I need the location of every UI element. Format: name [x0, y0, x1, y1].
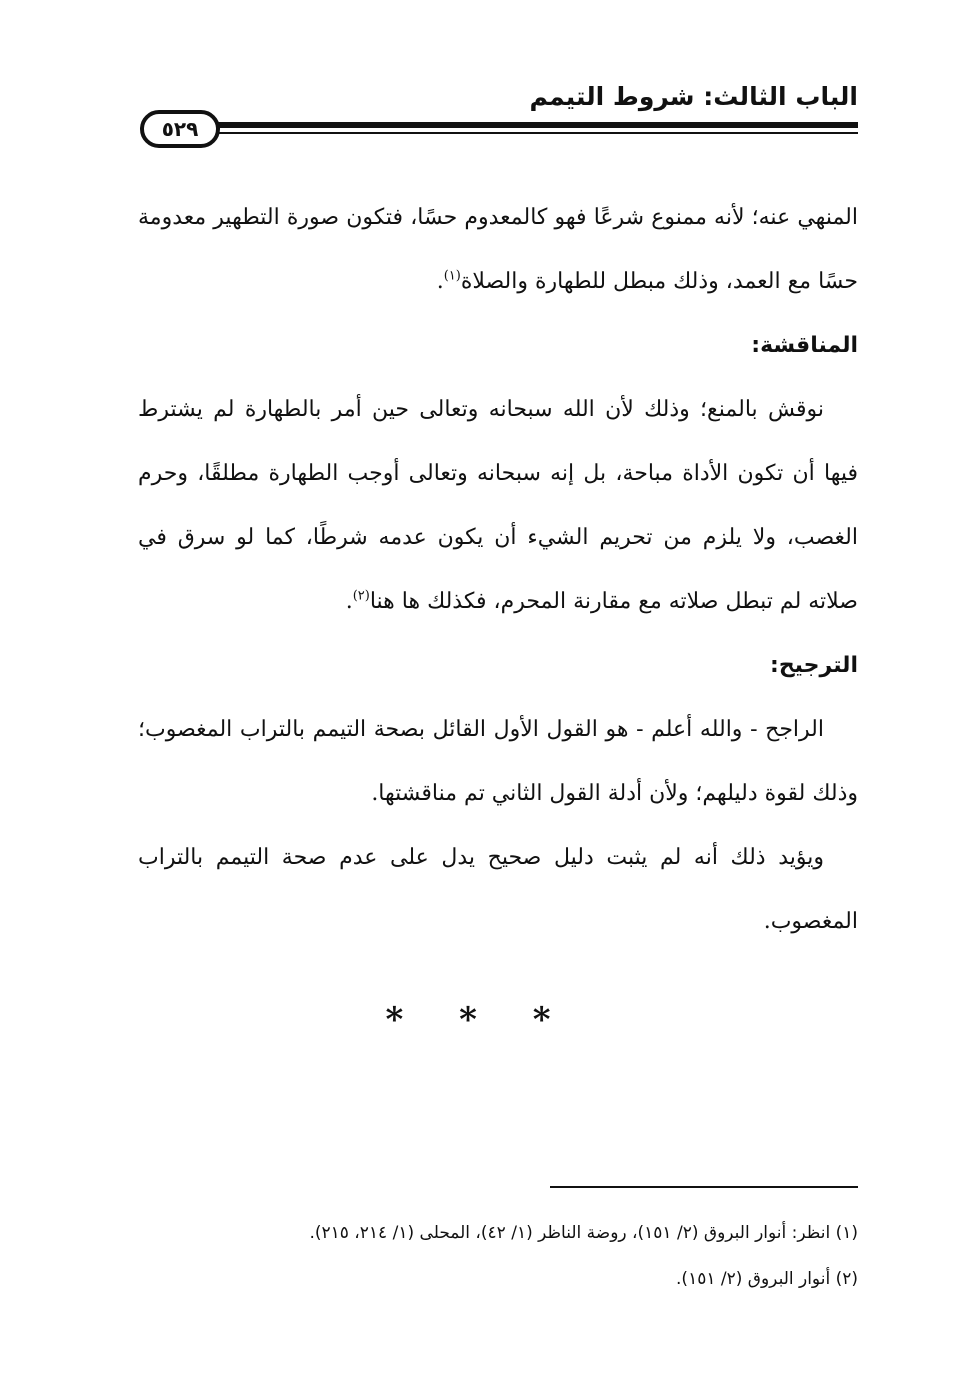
- paragraph-3: الراجح - والله أعلم - هو القول الأول القائل بصحة التيمم بالتراب المغصوب؛ وذلك لقوة دليلهم؛ ولأن أدلة القول الثاني تم مناقشتها.: [138, 717, 858, 806]
- running-header-title: الباب الثالث: شروط التيمم: [529, 82, 858, 111]
- section-separator: * * *: [385, 1000, 573, 1040]
- footnote-1: (١) انظر: أنوار البروق (٢/ ١٥١)، روضة الناظر (١/ ٤٢)، المحلى (١/ ٢١٤، ٢١٥).: [309, 1223, 858, 1243]
- paragraph-2-end: .: [345, 589, 353, 614]
- paragraph-1-end: .: [436, 269, 444, 294]
- paragraph-1-text: المنهي عنه؛ لأنه ممنوع شرعًا فهو كالمعدوم حسًا، فتكون صورة التطهير معدومة حسًا مع العمد، وذلك مبطل للطهارة والصلاة: [138, 205, 858, 294]
- footnote-2: (٢) أنوار البروق (٢/ ١٥١).: [676, 1269, 858, 1289]
- paragraph-4: ويؤيد ذلك أنه لم يثبت دليل صحيح يدل على عدم صحة التيمم بالتراب المغصوب.: [138, 845, 858, 934]
- footnote-rule: [550, 1186, 858, 1188]
- header-rule-thick: [210, 122, 858, 128]
- heading-preference: الترجيح:: [770, 653, 858, 678]
- footnote-ref-2[interactable]: (٢): [352, 588, 370, 604]
- page-number: ٥٢٩: [140, 110, 220, 148]
- paragraph-2: [138, 378, 858, 634]
- footnotes: [138, 1210, 858, 1302]
- heading-discussion: المناقشة:: [751, 333, 858, 358]
- header-rule: [210, 122, 858, 136]
- footnote-ref-1[interactable]: (١): [443, 268, 461, 284]
- body-text: [138, 186, 858, 954]
- header-rule-thin: [210, 132, 858, 134]
- paragraph-1: [138, 186, 858, 314]
- paragraph-2-text: نوقش بالمنع؛ وذلك لأن الله سبحانه وتعالى حين أمر بالطهارة لم يشترط فيها أن تكون الأداة مباحة، بل إنه سبحانه وتعالى أوجب الطهارة مطلقًا، وحرم الغصب، ولا يلزم من تحريم الشيء أن يكون عدمه شرطًا، كما لو سرق في صلاته لم تبطل صلاته مع مقارنة المحرم، فكذلك ها هنا: [138, 397, 858, 614]
